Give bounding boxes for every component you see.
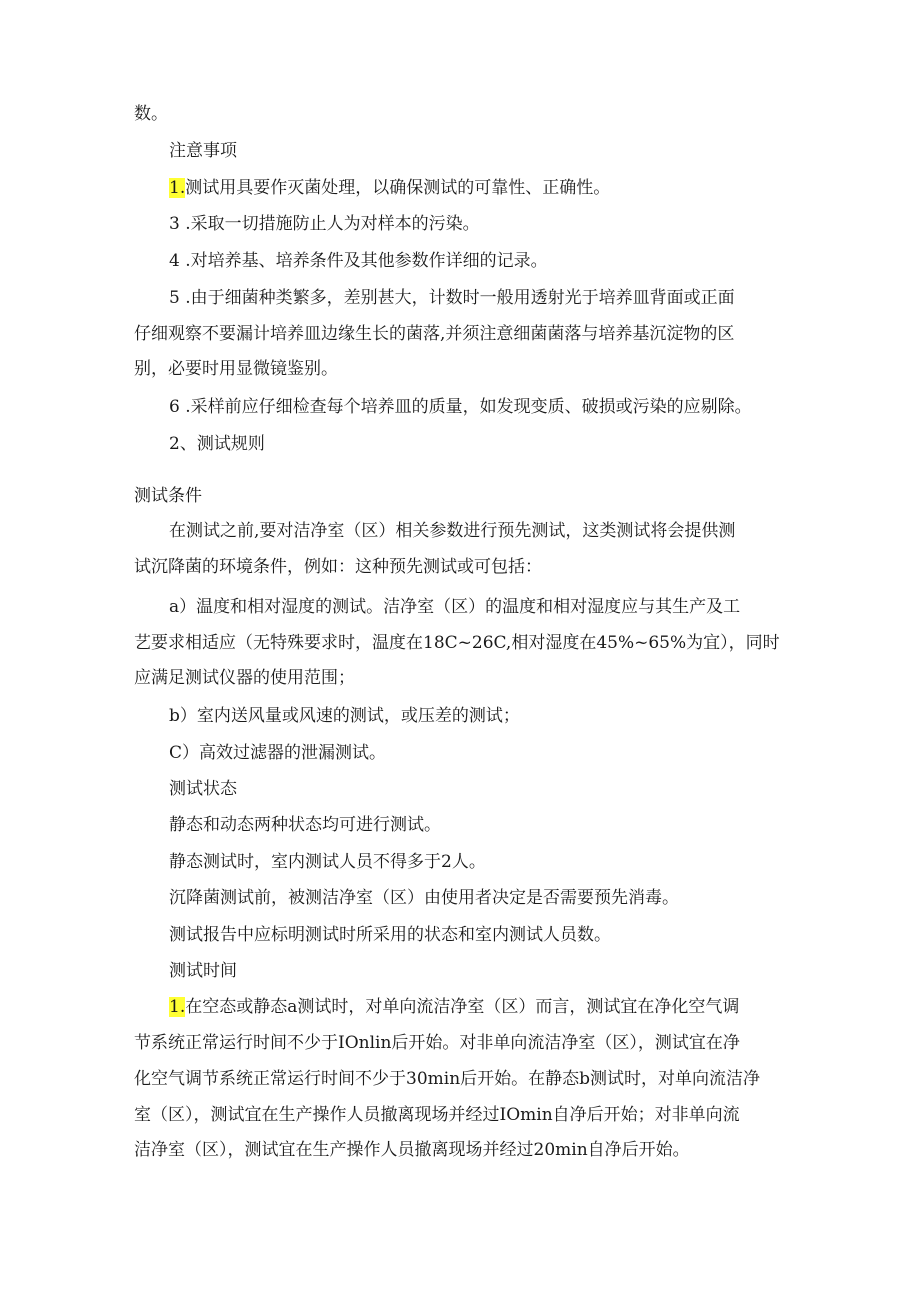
text-line: 数。 bbox=[134, 104, 168, 124]
paragraph-line: 在测试之前,要对洁净室（区）相关参数进行预先测试，这类测试将会提供测 bbox=[169, 521, 736, 541]
list-item: 3 .采取一切措施防止人为对样本的污染。 bbox=[169, 214, 480, 234]
section-heading: 测试状态 bbox=[169, 779, 237, 799]
paragraph-line: 静态测试时，室内测试人员不得多于2人。 bbox=[169, 852, 486, 872]
list-item-text: 在空态或静态a测试时，对单向流洁净室（区）而言，测试宜在净化空气调 bbox=[185, 997, 740, 1017]
list-item: b）室内送风量或风速的测试，或压差的测试； bbox=[169, 706, 520, 726]
paragraph-line: 静态和动态两种状态均可进行测试。 bbox=[169, 815, 441, 835]
list-item: 5 .由于细菌种类繁多，差别甚大，计数时一般用透射光于培养皿背面或正面 bbox=[169, 288, 735, 308]
text-line: 应满足测试仪器的使用范围； bbox=[134, 668, 355, 688]
list-item-text: 测试用具要作灭菌处理，以确保测试的可靠性、正确性。 bbox=[185, 178, 611, 198]
text-line: 艺要求相适应（无特殊要求时，温度在18C~26C,相对湿度在45%~65%为宜），同时 bbox=[134, 633, 780, 653]
list-item: C）高效过滤器的泄漏测试。 bbox=[169, 743, 387, 763]
highlighted-marker: 1. bbox=[169, 997, 186, 1017]
text-line: 室（区），测试宜在生产操作人员撤离现场并经过IOmin自净后开始；对非单向流 bbox=[134, 1105, 740, 1125]
text-line: 别，必要时用显微镜鉴别。 bbox=[134, 359, 338, 379]
text-line: 洁净室（区），测试宜在生产操作人员撤离现场并经过20min自净后开始。 bbox=[134, 1140, 690, 1160]
highlighted-marker: 1. bbox=[169, 178, 186, 198]
section-heading: 注意事项 bbox=[169, 141, 237, 161]
text-line: 试沉降菌的环境条件，例如：这种预先测试或可包括： bbox=[134, 557, 542, 577]
list-item: 6 .采样前应仔细检查每个培养皿的质量，如发现变质、破损或污染的应剔除。 bbox=[169, 397, 752, 417]
list-item: 4 .对培养基、培养条件及其他参数作详细的记录。 bbox=[169, 251, 548, 271]
section-heading: 测试条件 bbox=[134, 486, 202, 506]
list-item bbox=[169, 996, 739, 1018]
list-item bbox=[169, 177, 610, 199]
section-heading: 2、测试规则 bbox=[169, 434, 265, 454]
text-line: 化空气调节系统正常运行时间不少于30min后开始。在静态b测试时，对单向流洁净 bbox=[134, 1069, 761, 1089]
list-item: a）温度和相对湿度的测试。洁净室（区）的温度和相对湿度应与其生产及工 bbox=[169, 597, 741, 617]
paragraph-line: 沉降菌测试前，被测洁净室（区）由使用者决定是否需要预先消毒。 bbox=[169, 888, 679, 908]
text-line: 仔细观察不要漏计培养皿边缘生长的菌落,并须注意细菌菌落与培养基沉淀物的区 bbox=[134, 324, 735, 344]
paragraph-line: 测试报告中应标明测试时所采用的状态和室内测试人员数。 bbox=[169, 925, 611, 945]
section-heading: 测试时间 bbox=[169, 961, 237, 981]
text-line: 节系统正常运行时间不少于IOnlin后开始。对非单向流洁净室（区），测试宜在净 bbox=[134, 1033, 740, 1053]
